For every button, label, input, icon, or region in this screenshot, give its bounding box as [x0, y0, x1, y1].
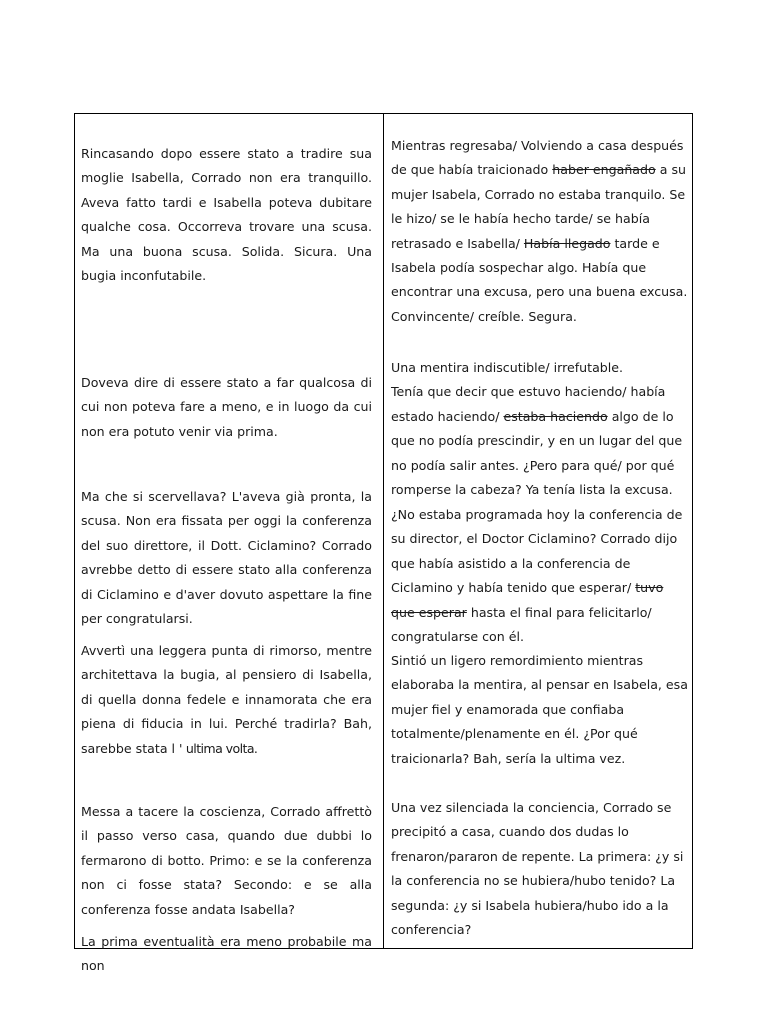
spanish-p1-text-a: Mientras regresaba/ Volviendo a casa después de que había traicionado	[391, 138, 684, 178]
italian-paragraph-5: Messa a tacere la coscienza, Corrado affrettò il passo verso casa, quando due dubbi lo fermarono di botto. Primo: e se la conferenza non ci fosse stata? Secondo: e se alla conferenza fosse andata Isabella?	[81, 804, 372, 917]
spanish-p1-strikethrough-1: haber engañado	[552, 162, 656, 178]
spanish-paragraph-5: Una vez silenciada la conciencia, Corrado se precipitó a casa, cuando dos dudas lo frenaron/pararon de repente. La primera: ¿y si la conferencia no se hubiera/hubo tenido? La segunda: ¿y si Isabela hubiera/hubo ido a la conferencia?	[391, 800, 684, 938]
italian-paragraph-2: Doveva dire di essere stato a far qualcosa di cui non poteva fare a meno, e in luogo da cui non era potuto venir via prima.	[81, 375, 372, 439]
spanish-paragraph-1	[391, 134, 689, 329]
spanish-p2-text-a: Una mentira indiscutible/ irrefutable.	[391, 360, 624, 375]
italian-paragraph-4-text: Avvertì una leggera punta di rimorso, mentre architettava la bugia, al pensiero di Isabella, di quella donna fedele e innamorata che era piena di fiducia in lui. Perché tradirla? Bah, sarebbe stata l '	[81, 643, 372, 756]
spanish-p3-text-a: ¿No estaba programada hoy la conferencia de su director, el Doctor Ciclamino? Corrado dijo que había asistido a la conferencia de Ciclamino y había tenido que esperar/	[391, 507, 683, 596]
spanish-paragraph-3	[391, 503, 689, 649]
spanish-paragraph-4: Sintió un ligero remordimiento mientras elaboraba la mentira, al pensar en Isabela, esa mujer fiel y enamorada que confiaba totalmente/plenamente en él. ¿Por qué traicionarla? Bah, sería la ultima vez.	[391, 653, 688, 766]
spanish-p3-text-b: hasta el final para felicitarlo/ congratularse con él.	[391, 604, 652, 645]
spanish-p1-text-c: tarde e Isabela podía sospechar algo. Había que encontrar una excusa, pero una buena excusa. Convincente/ creíble. Segura.	[391, 235, 688, 324]
spanish-p1-text-b: a su mujer Isabela, Corrado no estaba tranquilo. Se le hizo/ se le había hecho tarde/ se había retrasado e Isabella/	[391, 162, 686, 251]
spanish-paragraph-2	[391, 356, 689, 502]
italian-paragraph-4	[81, 639, 372, 761]
italian-paragraph-3	[81, 485, 372, 631]
italian-paragraph-4-end: ultima volta.	[182, 740, 258, 756]
italian-column	[81, 114, 372, 974]
spanish-p2-text-c: algo de lo que no podía prescindir, y en un lugar del que no podía salir antes. ¿Pero para qué/ por qué romperse la cabeza? Ya tenía lista la excusa.	[391, 408, 683, 498]
italian-paragraph-1: Rincasando dopo essere stato a tradire sua moglie Isabella, Corrado non era tranquillo. Aveva fatto tardi e Isabella poteva dubitare qualche cosa. Occorreva trovare una scusa. Ma una buona scusa. Solida. Sicura. Una bugia inconfutabile.	[81, 146, 372, 284]
column-divider	[383, 114, 384, 948]
italian-paragraph-6: La prima eventualità era meno probabile ma non	[81, 934, 372, 974]
spanish-p3-strikethrough-1: tuvo que esperar	[391, 580, 664, 620]
translation-table	[74, 113, 693, 974]
italian-paragraph-3-text: Ma che si scervellava? L'aveva già pronta, la scusa. Non era fissata per oggi la conferenza del suo direttore, il Dott. Ciclamino? Corrado avrebbe detto di essere stato alla conferenza di Ciclamino e d'aver dovuto aspettare la fine per congratularsi.	[81, 489, 372, 627]
spanish-p1-strikethrough-2: Había llegado	[523, 235, 611, 251]
spanish-p2-strikethrough-1: estaba haciendo	[503, 408, 608, 424]
spanish-p2-text-b: Tenía que decir que estuvo haciendo/ había estado haciendo/	[391, 384, 666, 424]
spanish-column	[391, 114, 691, 948]
